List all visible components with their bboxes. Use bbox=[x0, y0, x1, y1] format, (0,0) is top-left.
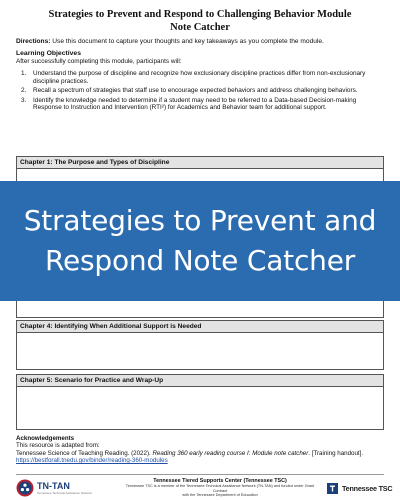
tsc-logo-icon bbox=[326, 482, 339, 495]
chapter-4-heading: Chapter 4: Identifying When Additional Support is Needed bbox=[17, 321, 383, 333]
citation-prefix: Tennessee Science of Teaching Reading. (2022). bbox=[16, 449, 153, 457]
document-title bbox=[20, 8, 380, 34]
footer-center bbox=[120, 478, 320, 498]
title-banner bbox=[0, 181, 400, 301]
footer-divider bbox=[16, 474, 384, 475]
chapter-5-box bbox=[16, 374, 384, 430]
learning-objectives-intro: After successfully completing this module, participants will: bbox=[16, 58, 182, 65]
chapter-1-heading: Chapter 1: The Purpose and Types of Discipline bbox=[17, 157, 383, 169]
tn-tan-logo-subtext: Tennessee Technical Assistance Network bbox=[37, 490, 92, 495]
objective-text: Understand the purpose of discipline and recognize how exclusionary discipline practices differ from non-exclusionary discipline practices. bbox=[33, 70, 366, 85]
tn-tan-logo bbox=[16, 478, 116, 498]
acknowledgements bbox=[16, 435, 386, 465]
directions-label: Directions: bbox=[16, 38, 51, 45]
objective-item bbox=[16, 97, 386, 112]
tsc-logo-text: Tennessee TSC bbox=[342, 483, 393, 493]
directions bbox=[16, 38, 386, 46]
objective-text: Identify the knowledge needed to determine if a student may need to be referred to a Data-based Decision-making Response to Instruction and Intervention (RTI²) for Academics and Behavior team for additional support. bbox=[33, 96, 357, 112]
chapter-5-heading: Chapter 5: Scenario for Practice and Wrap-Up bbox=[17, 375, 383, 387]
learning-objectives-heading: Learning Objectives bbox=[16, 50, 81, 57]
objective-item bbox=[16, 87, 386, 95]
citation-title: Reading 360 early reading course I: Module note catcher bbox=[152, 449, 309, 457]
acknowledgements-heading: Acknowledgements bbox=[16, 435, 75, 442]
acknowledgements-intro: This resource is adapted from: bbox=[16, 442, 100, 450]
footer-title: Tennessee Tiered Supports Center (Tennessee TSC) bbox=[153, 478, 287, 484]
objective-text: Recall a spectrum of strategies that staff use to encourage expected behaviors and address challenging behaviors. bbox=[33, 87, 358, 95]
objective-number: 2. bbox=[21, 87, 27, 95]
banner-line1: Strategies to Prevent and bbox=[23, 204, 377, 237]
document-title-line1: Strategies to Prevent and Respond to Challenging Behavior Module bbox=[48, 9, 352, 20]
tn-tan-logo-text: TN-TAN bbox=[37, 480, 70, 491]
objectives-list bbox=[16, 70, 386, 114]
directions-text: Use this document to capture your thoughts and key takeaways as you complete the module. bbox=[52, 38, 324, 45]
acknowledgements-citation bbox=[16, 450, 386, 457]
footer-line1: Tennessee TSC is a member of the Tennessee Technical Assistance Network (TN-TAN) and funded under Grant Contract bbox=[125, 484, 315, 493]
objective-item bbox=[16, 70, 386, 85]
banner-line2: Respond Note Catcher bbox=[44, 244, 356, 277]
chapter-4-box bbox=[16, 320, 384, 370]
tennessee-tsc-logo bbox=[326, 480, 396, 496]
objective-number: 3. bbox=[21, 96, 27, 104]
acknowledgements-link[interactable]: https://bestforall.tnedu.gov/binder/reading-360-modules bbox=[16, 457, 168, 465]
objective-number: 1. bbox=[21, 70, 27, 77]
citation-suffix: . [Training handout]. bbox=[308, 449, 364, 457]
tennessee-star-icon bbox=[16, 479, 34, 497]
document-title-line2: Note Catcher bbox=[170, 22, 230, 33]
footer-line2: with the Tennessee Department of Education bbox=[182, 493, 258, 498]
